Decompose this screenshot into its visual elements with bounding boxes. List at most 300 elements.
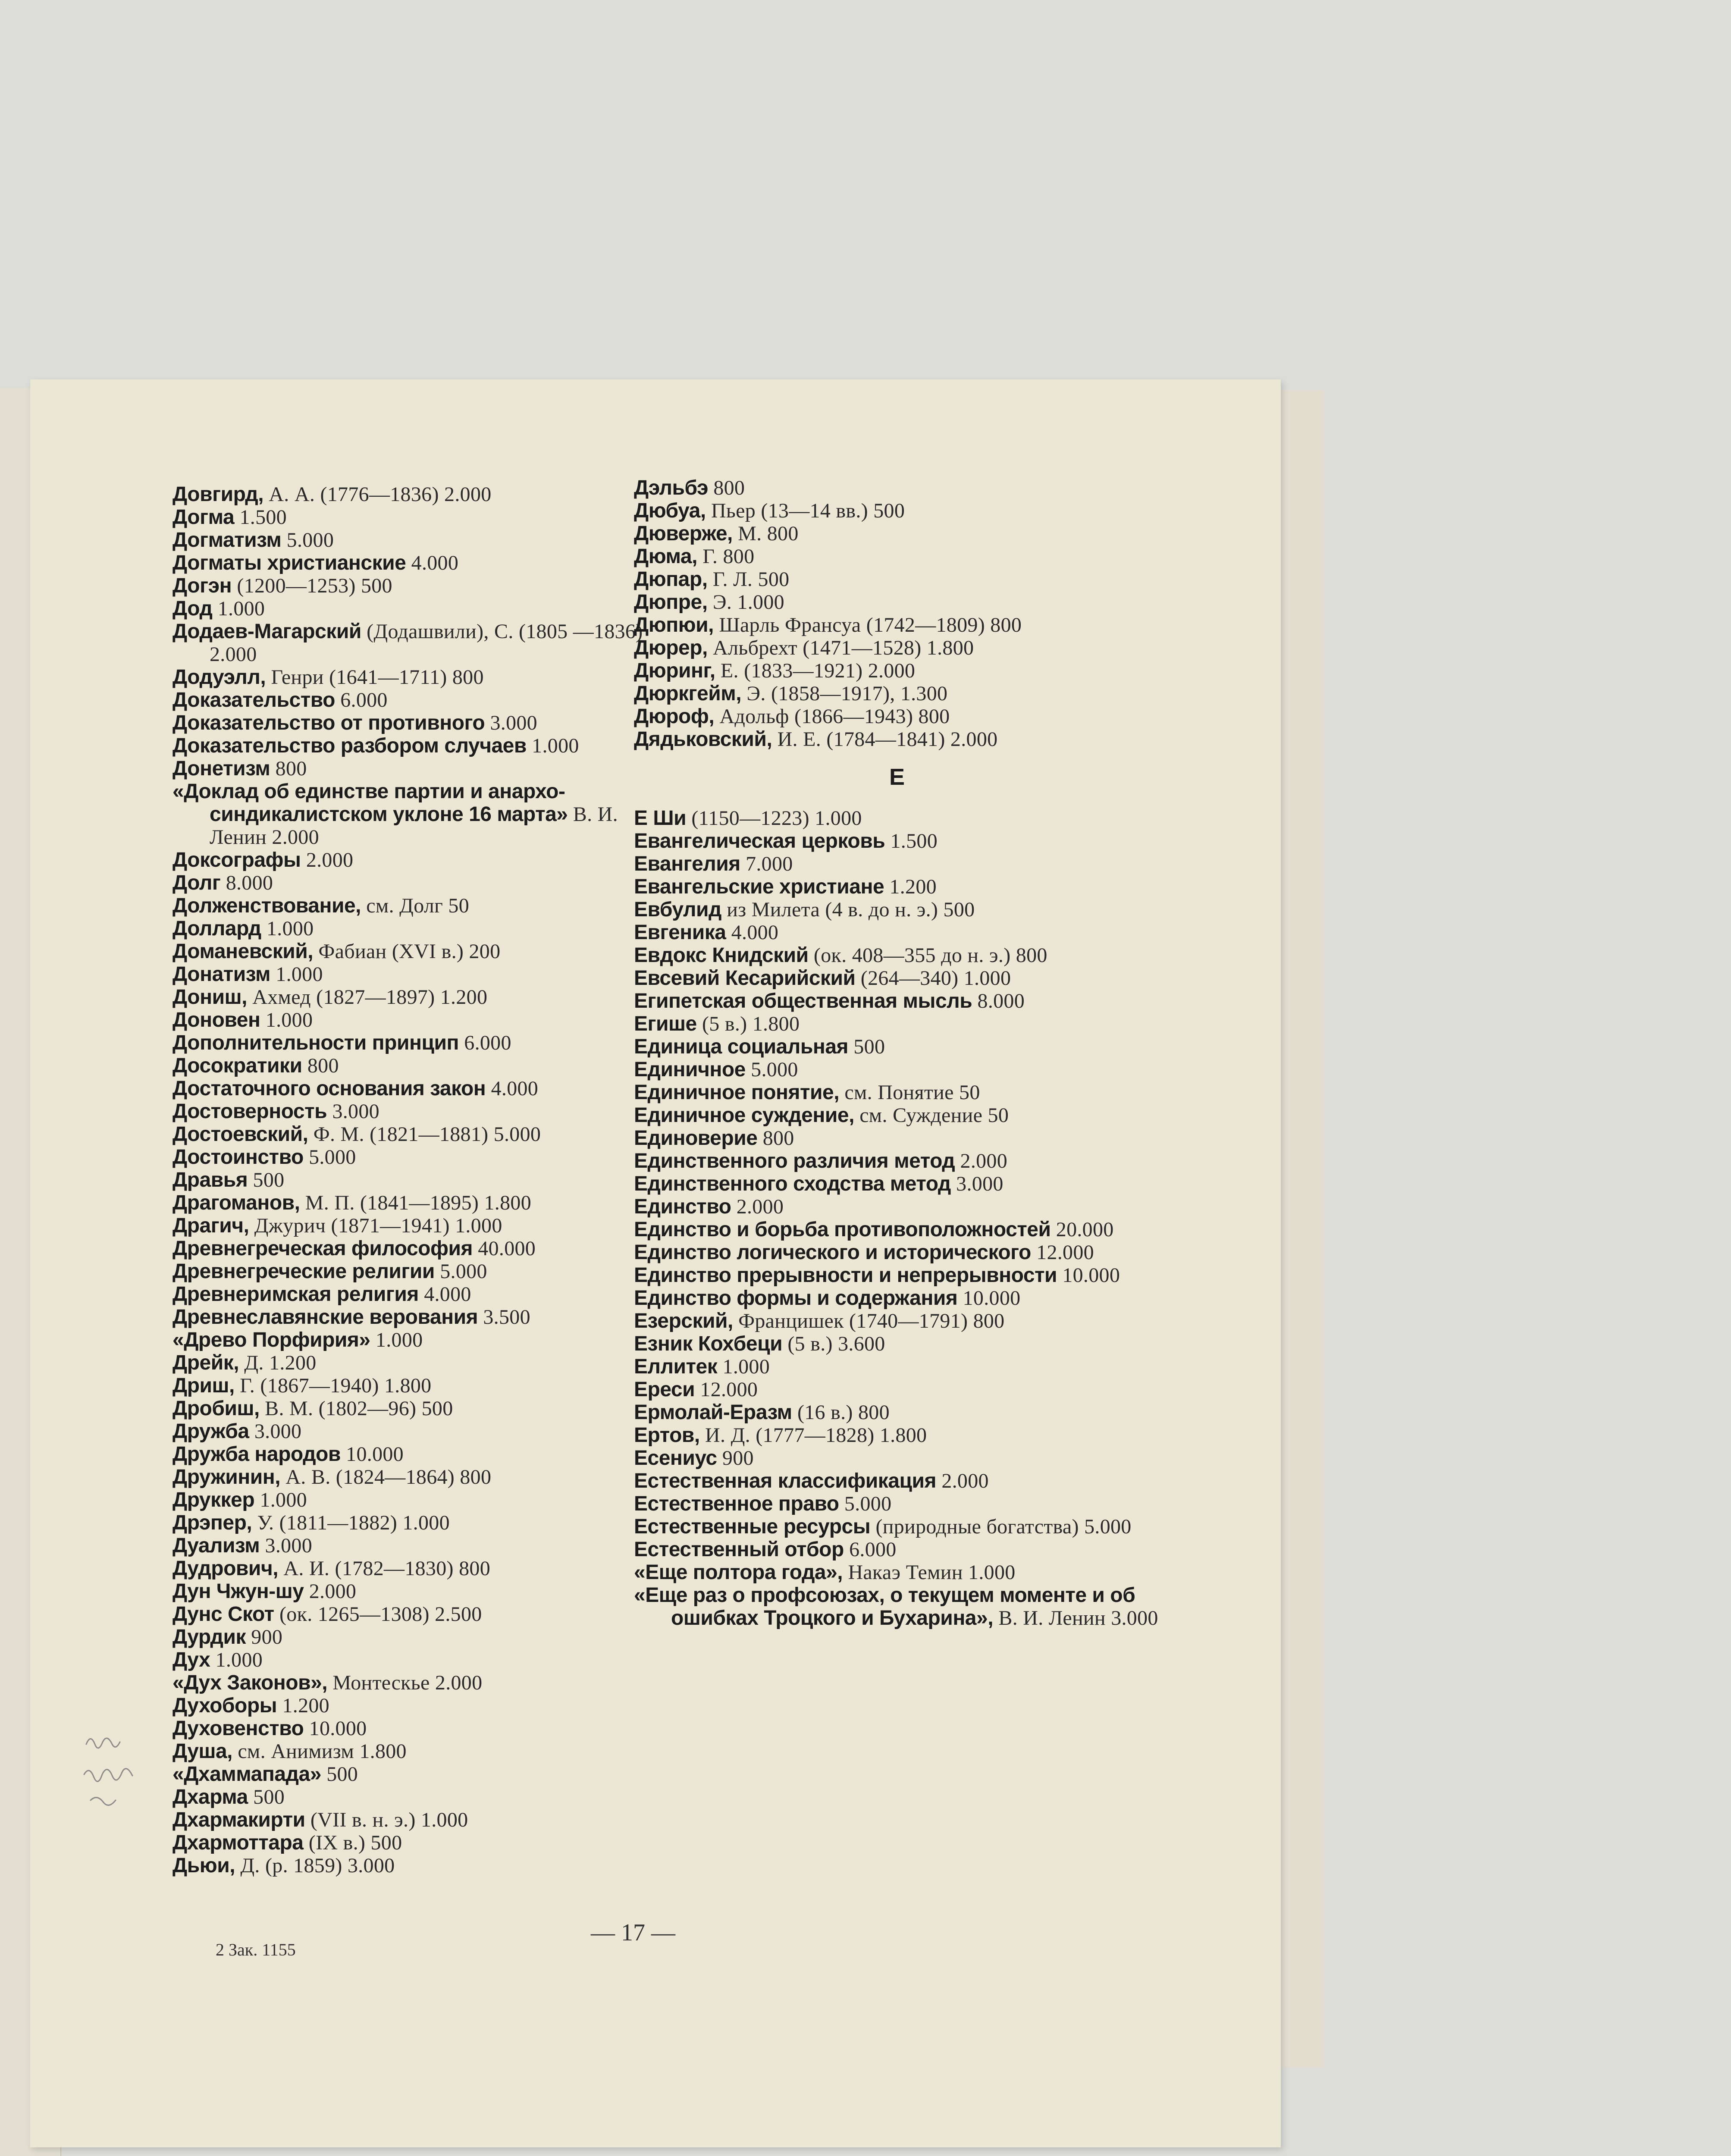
index-entry — [172, 894, 668, 917]
entry-term: Евангелическая церковь — [634, 830, 885, 852]
index-entry — [172, 1831, 668, 1854]
index-entry — [172, 1100, 668, 1123]
entry-details: 12.000 — [1031, 1241, 1094, 1264]
index-entry — [634, 499, 1160, 522]
entry-details: 800 — [708, 476, 745, 499]
entry-details: И. Е. (1784—1841) 2.000 — [772, 728, 998, 751]
index-entry — [172, 1511, 668, 1534]
entry-term: Дружба народов — [172, 1443, 341, 1466]
index-entry — [634, 476, 1160, 499]
index-entry — [634, 1332, 1160, 1355]
entry-term: Дюпюи, — [634, 614, 714, 636]
entry-term: Дрейк, — [172, 1351, 239, 1374]
entry-details: Д. (р. 1859) 3.000 — [235, 1854, 395, 1877]
left-index-column — [172, 483, 668, 1877]
entry-term: Евсевий Кесарийский — [634, 967, 856, 990]
entry-term: Единственного сходства метод — [634, 1172, 951, 1195]
entry-term: Ереси — [634, 1378, 695, 1401]
entry-details: 12.000 — [695, 1378, 758, 1401]
index-entry — [634, 1538, 1160, 1561]
entry-term: Дополнительности принцип — [172, 1031, 459, 1054]
index-entry — [172, 849, 668, 871]
index-entry — [172, 1557, 668, 1580]
entry-details: 1.000 — [270, 963, 323, 986]
entry-term: Дюбуа, — [634, 499, 706, 522]
entry-details: А. В. (1824—1864) 800 — [280, 1466, 492, 1489]
entry-term: Единица социальная — [634, 1035, 849, 1058]
index-entry — [172, 986, 668, 1009]
entry-details: 900 — [717, 1447, 754, 1470]
entry-term: Дод — [172, 597, 213, 620]
entry-term: Дудрович, — [172, 1557, 279, 1580]
entry-term: Есениус — [634, 1447, 717, 1470]
entry-term: Естественные ресурсы — [634, 1515, 871, 1538]
entry-details: (1200—1253) 500 — [232, 574, 392, 597]
entry-details: 500 — [248, 1786, 285, 1808]
index-entry — [172, 1146, 668, 1169]
index-entry — [634, 1515, 1160, 1538]
index-entry — [634, 1401, 1160, 1424]
index-entry — [634, 1218, 1160, 1241]
index-entry — [634, 636, 1160, 659]
index-entry — [634, 830, 1160, 852]
entry-term: Единство логического и исторического — [634, 1241, 1031, 1264]
index-entry — [172, 1260, 668, 1283]
index-entry — [172, 1763, 668, 1786]
index-entry — [634, 1150, 1160, 1172]
entry-term: Догэн — [172, 574, 232, 597]
index-entry — [172, 483, 668, 506]
entry-term: Доказательство разбором случаев — [172, 734, 527, 757]
entry-term: Дьюи, — [172, 1854, 235, 1877]
entry-term: Евгеника — [634, 921, 726, 944]
index-entry — [634, 1081, 1160, 1104]
index-entry — [172, 711, 668, 734]
entry-term: Драгоманов, — [172, 1191, 300, 1214]
index-entry — [634, 1470, 1160, 1492]
entry-details: 900 — [245, 1626, 283, 1648]
entry-details: 2.000 — [955, 1150, 1008, 1172]
index-entry — [172, 1374, 668, 1397]
index-entry — [172, 1397, 668, 1420]
entry-details: 4.000 — [418, 1283, 471, 1306]
index-entry — [172, 917, 668, 940]
entry-details: (264—340) 1.000 — [855, 967, 1011, 990]
entry-term: Дюма, — [634, 545, 697, 568]
entry-details: 4.000 — [726, 921, 779, 944]
entry-term: Евбулид — [634, 898, 721, 921]
index-entry — [634, 990, 1160, 1012]
index-entry — [634, 1310, 1160, 1332]
index-entry — [172, 1214, 668, 1237]
index-entry — [634, 875, 1160, 898]
entry-term: Достоверность — [172, 1100, 327, 1123]
entry-term: Единство — [634, 1195, 731, 1218]
index-entry — [634, 1378, 1160, 1401]
entry-details: (16 в.) 800 — [792, 1401, 890, 1424]
index-entry — [172, 1237, 668, 1260]
entry-term: Единичное понятие, — [634, 1081, 840, 1104]
index-entry — [634, 682, 1160, 705]
entry-details: 3.000 — [327, 1100, 379, 1123]
index-entry — [634, 522, 1160, 545]
entry-details: Накаэ Темин 1.000 — [843, 1561, 1016, 1584]
entry-details: (Додашвили), С. (1805 —1836) 2.000 — [210, 620, 643, 666]
entry-term: Дриш, — [172, 1374, 235, 1397]
entry-details: 3.500 — [478, 1306, 530, 1329]
index-entry — [634, 1172, 1160, 1195]
entry-details: У. (1811—1882) 1.000 — [252, 1511, 450, 1534]
entry-details: 1.000 — [210, 1648, 263, 1671]
entry-term: Дюпре, — [634, 591, 708, 614]
entry-term: Евангелия — [634, 852, 740, 875]
entry-details: 500 — [321, 1763, 358, 1786]
entry-details: В. И. Ленин 2.000 — [210, 803, 618, 849]
index-entry — [172, 734, 668, 757]
index-entry — [172, 620, 668, 666]
entry-details: А. А. (1776—1836) 2.000 — [263, 483, 492, 506]
entry-term: Единичное суждение, — [634, 1104, 854, 1127]
index-entry — [172, 1603, 668, 1626]
entry-term: Естественная классификация — [634, 1470, 937, 1492]
entry-term: Доманевский, — [172, 940, 314, 963]
entry-details: Генри (1641—1711) 800 — [266, 666, 484, 689]
index-entry — [172, 597, 668, 620]
index-entry — [634, 1492, 1160, 1515]
entry-term: Драгич, — [172, 1214, 249, 1237]
index-entry — [172, 940, 668, 963]
handwritten-margin-note — [78, 1727, 160, 1822]
entry-term: Естественный отбор — [634, 1538, 844, 1561]
entry-details: (VII в. н. э.) 1.000 — [305, 1808, 468, 1831]
index-entry — [172, 780, 668, 849]
entry-term: Донатизм — [172, 963, 270, 986]
entry-details: 1.000 — [212, 597, 265, 620]
entry-details: В. И. Ленин 3.000 — [993, 1607, 1158, 1630]
entry-details: М. 800 — [732, 522, 799, 545]
entry-term: Дробиш, — [172, 1397, 260, 1420]
index-entry — [172, 1123, 668, 1146]
entry-details: Э. 1.000 — [707, 591, 784, 614]
index-entry — [172, 506, 668, 529]
entry-term: Додаев-Магарский — [172, 620, 361, 643]
entry-details: 2.000 — [304, 1580, 357, 1603]
entry-details: 5.000 — [434, 1260, 487, 1283]
index-entry — [634, 1447, 1160, 1470]
index-entry — [634, 898, 1160, 921]
entry-term: Дух — [172, 1648, 210, 1671]
index-entry — [634, 614, 1160, 636]
entry-details: 1.000 — [254, 1489, 307, 1511]
entry-term: Дхарма — [172, 1786, 248, 1808]
index-entry — [172, 1854, 668, 1877]
entry-details: Фабиан (XVI в.) 200 — [313, 940, 501, 963]
entry-details: Г. 800 — [697, 545, 755, 568]
index-entry — [634, 568, 1160, 591]
index-entry — [172, 1534, 668, 1557]
index-entry — [634, 705, 1160, 728]
entry-details: Ф. М. (1821—1881) 5.000 — [308, 1123, 541, 1146]
index-entry — [172, 1489, 668, 1511]
entry-term: Единство прерывности и непрерывности — [634, 1264, 1057, 1287]
index-entry — [634, 1264, 1160, 1287]
entry-term: Доказательство от противного — [172, 711, 485, 734]
entry-term: Дюроф, — [634, 705, 715, 728]
entry-details: 1.500 — [885, 830, 938, 852]
entry-details: 1.200 — [884, 875, 937, 898]
entry-term: Достаточного основания закон — [172, 1077, 486, 1100]
entry-term: Догматизм — [172, 529, 282, 552]
entry-details: Адольф (1866—1943) 800 — [714, 705, 950, 728]
entry-term: Езник Кохбеци — [634, 1332, 783, 1355]
entry-details: (5 в.) 3.600 — [782, 1332, 885, 1355]
entry-details: Ахмед (1827—1897) 1.200 — [247, 986, 488, 1009]
index-entry — [172, 1329, 668, 1351]
entry-details: (ок. 408—355 до н. э.) 800 — [808, 944, 1047, 967]
entry-details: 8.000 — [220, 871, 273, 894]
entry-term: Дюверже, — [634, 522, 733, 545]
entry-term: Дюпар, — [634, 568, 708, 591]
entry-term: «Древо Порфирия» — [172, 1329, 370, 1351]
entry-details: см. Долг 50 — [361, 894, 470, 917]
entry-term: Доллард — [172, 917, 261, 940]
entry-term: Дхармоттара — [172, 1831, 304, 1854]
index-entry — [172, 689, 668, 711]
entry-term: Доксографы — [172, 849, 301, 871]
entry-details: см. Анимизм 1.800 — [232, 1740, 407, 1763]
entry-details: Альбрехт (1471—1528) 1.800 — [707, 636, 974, 659]
entry-term: Дэльбэ — [634, 476, 709, 499]
index-entry — [172, 1717, 668, 1740]
entry-term: Единственного различия метод — [634, 1150, 955, 1172]
index-entry — [634, 944, 1160, 967]
index-entry — [634, 728, 1160, 751]
entry-details: 4.000 — [486, 1077, 539, 1100]
index-entry — [172, 1786, 668, 1808]
index-entry — [172, 1671, 668, 1694]
index-entry — [634, 1355, 1160, 1378]
entry-term: Дониш, — [172, 986, 247, 1009]
entry-term: Евдокс Книдский — [634, 944, 809, 967]
index-entry — [634, 1241, 1160, 1264]
entry-term: Доновен — [172, 1009, 260, 1031]
entry-details: 1.500 — [234, 506, 287, 529]
index-entry — [172, 1694, 668, 1717]
entry-details: И. Д. (1777—1828) 1.800 — [699, 1424, 927, 1447]
entry-details: 1.000 — [260, 1009, 313, 1031]
entry-details: 1.000 — [370, 1329, 423, 1351]
entry-details: 20.000 — [1051, 1218, 1114, 1241]
index-entry — [172, 552, 668, 574]
index-entry — [172, 871, 668, 894]
index-entry — [172, 1466, 668, 1489]
index-entry — [634, 1424, 1160, 1447]
index-entry — [634, 1058, 1160, 1081]
entry-term: Довгирд, — [172, 483, 264, 506]
entry-details: Е. (1833—1921) 2.000 — [715, 659, 916, 682]
entry-term: Дун Чжун-шу — [172, 1580, 304, 1603]
index-entry — [172, 963, 668, 986]
entry-details: (IX в.) 500 — [303, 1831, 402, 1854]
letter-heading: Е — [889, 764, 905, 790]
index-entry — [172, 1031, 668, 1054]
index-entry — [634, 1127, 1160, 1150]
entry-term: «Доклад об единстве партии и анархо-синдикалистском уклоне 16 марта» — [172, 780, 568, 826]
entry-term: Додуэлл, — [172, 666, 266, 689]
entry-details: 40.000 — [473, 1237, 536, 1260]
entry-term: Долженствование, — [172, 894, 361, 917]
entry-details: 2.000 — [731, 1195, 784, 1218]
entry-term: Достоинство — [172, 1146, 304, 1169]
entry-term: Дюринг, — [634, 659, 715, 682]
entry-details: 6.000 — [458, 1031, 511, 1054]
entry-term: Единство формы и содержания — [634, 1287, 958, 1310]
index-entry — [172, 1283, 668, 1306]
entry-term: «Еще раз о профсоюзах, о текущем моменте и об ошибках Троцкого и Бухарина», — [634, 1584, 1135, 1630]
entry-details: 800 — [302, 1054, 339, 1077]
index-entry — [172, 1054, 668, 1077]
entry-details: 2.000 — [936, 1470, 989, 1492]
entry-details: 800 — [270, 757, 307, 780]
index-entry — [634, 852, 1160, 875]
entry-details: Джурич (1871—1941) 1.000 — [249, 1214, 502, 1237]
entry-term: Естественное право — [634, 1492, 839, 1515]
entry-term: Долг — [172, 871, 221, 894]
index-entry — [172, 666, 668, 689]
entry-details: 8.000 — [972, 990, 1025, 1012]
entry-term: Езерский, — [634, 1310, 733, 1332]
entry-details: 5.000 — [281, 529, 334, 552]
entry-details: Э. (1858—1917), 1.300 — [741, 682, 948, 705]
entry-details: 1.000 — [526, 734, 579, 757]
index-entry — [634, 967, 1160, 990]
entry-term: Достоевский, — [172, 1123, 308, 1146]
entry-details: А. И. (1782—1830) 800 — [278, 1557, 491, 1580]
index-entry — [172, 529, 668, 552]
entry-term: Дружба — [172, 1420, 249, 1443]
index-entry — [172, 1169, 668, 1191]
entry-details: 500 — [848, 1035, 885, 1058]
entry-term: Егише — [634, 1012, 697, 1035]
entry-term: «Еще полтора года», — [634, 1561, 843, 1584]
entry-details: В. М. (1802—96) 500 — [259, 1397, 453, 1420]
entry-details: 6.000 — [844, 1538, 897, 1561]
entry-details: 10.000 — [304, 1717, 367, 1740]
right-index-column — [634, 476, 1160, 1630]
entry-details: Монтескье 2.000 — [327, 1671, 483, 1694]
index-entry — [172, 1443, 668, 1466]
index-entry — [172, 574, 668, 597]
page-number: — 17 — — [591, 1919, 675, 1946]
entry-term: Дхармакирти — [172, 1808, 305, 1831]
entry-details: Шарль Франсуа (1742—1809) 800 — [714, 614, 1022, 636]
entry-term: Древнегреческая философия — [172, 1237, 473, 1260]
index-entry — [172, 1420, 668, 1443]
entry-details: см. Суждение 50 — [854, 1104, 1009, 1127]
index-entry — [634, 1561, 1160, 1584]
entry-details: 3.000 — [485, 711, 537, 734]
entry-details: 3.000 — [260, 1534, 313, 1557]
entry-term: Дюркгейм, — [634, 682, 742, 705]
index-entry — [634, 1104, 1160, 1127]
index-entry — [172, 1009, 668, 1031]
entry-details: 3.000 — [249, 1420, 302, 1443]
index-entry — [634, 1584, 1160, 1630]
entry-term: Единичное — [634, 1058, 746, 1081]
entry-details: 1.000 — [717, 1355, 770, 1378]
index-entry — [634, 1287, 1160, 1310]
entry-details: (природные богатства) 5.000 — [870, 1515, 1132, 1538]
index-entry — [634, 921, 1160, 944]
entry-details: М. П. (1841—1895) 1.800 — [300, 1191, 531, 1214]
index-entry — [172, 1580, 668, 1603]
entry-details: 10.000 — [957, 1287, 1021, 1310]
entry-details: 4.000 — [406, 552, 459, 574]
entry-term: Древнеримская религия — [172, 1283, 419, 1306]
entry-term: Еллитек — [634, 1355, 718, 1378]
entry-details: Пьер (13—14 вв.) 500 — [706, 499, 905, 522]
entry-term: Дурдик — [172, 1626, 246, 1648]
index-entry — [634, 545, 1160, 568]
index-entry — [172, 1351, 668, 1374]
entry-term: Душа, — [172, 1740, 233, 1763]
entry-details: 5.000 — [745, 1058, 798, 1081]
entry-details: 500 — [248, 1169, 285, 1191]
entry-term: Догма — [172, 506, 235, 529]
entry-term: Древнегреческие религии — [172, 1260, 435, 1283]
index-entry — [172, 1306, 668, 1329]
entry-term: Дрэпер, — [172, 1511, 252, 1534]
entry-details: 1.200 — [277, 1694, 329, 1717]
index-entry — [172, 1740, 668, 1763]
entry-details: Г. Л. 500 — [707, 568, 790, 591]
book-page — [30, 379, 1281, 2147]
entry-details: 3.000 — [950, 1172, 1003, 1195]
entry-term: Духоборы — [172, 1694, 277, 1717]
entry-term: Досократики — [172, 1054, 302, 1077]
index-entry — [172, 757, 668, 780]
entry-details: 6.000 — [335, 689, 388, 711]
entry-details: 2.000 — [301, 849, 354, 871]
entry-details: 10.000 — [340, 1443, 404, 1466]
entry-term: Древнеславянские верования — [172, 1306, 478, 1329]
entry-term: Дунс Скот — [172, 1603, 274, 1626]
entry-details: Г. (1867—1940) 1.800 — [234, 1374, 432, 1397]
entry-details: 10.000 — [1057, 1264, 1120, 1287]
entry-term: Единоверие — [634, 1127, 758, 1150]
entry-details: 5.000 — [839, 1492, 892, 1515]
entry-term: Египетская общественная мысль — [634, 990, 972, 1012]
entry-details: 5.000 — [303, 1146, 356, 1169]
entry-term: Догматы христианские — [172, 552, 406, 574]
entry-details: (5 в.) 1.800 — [696, 1012, 800, 1035]
entry-term: Евангельские христиане — [634, 875, 884, 898]
index-entry — [634, 1012, 1160, 1035]
entry-details: 800 — [757, 1127, 794, 1150]
entry-details: (ок. 1265—1308) 2.500 — [274, 1603, 482, 1626]
entry-term: Ермолай-Еразм — [634, 1401, 792, 1424]
index-entry — [172, 1808, 668, 1831]
entry-term: Ертов, — [634, 1424, 700, 1447]
entry-term: Дравья — [172, 1169, 248, 1191]
entry-details: см. Понятие 50 — [839, 1081, 980, 1104]
index-entry — [634, 807, 1160, 830]
index-entry — [634, 1035, 1160, 1058]
entry-details: (1150—1223) 1.000 — [686, 807, 862, 830]
entry-details: 7.000 — [740, 852, 793, 875]
index-entry — [634, 1195, 1160, 1218]
index-entry — [634, 659, 1160, 682]
